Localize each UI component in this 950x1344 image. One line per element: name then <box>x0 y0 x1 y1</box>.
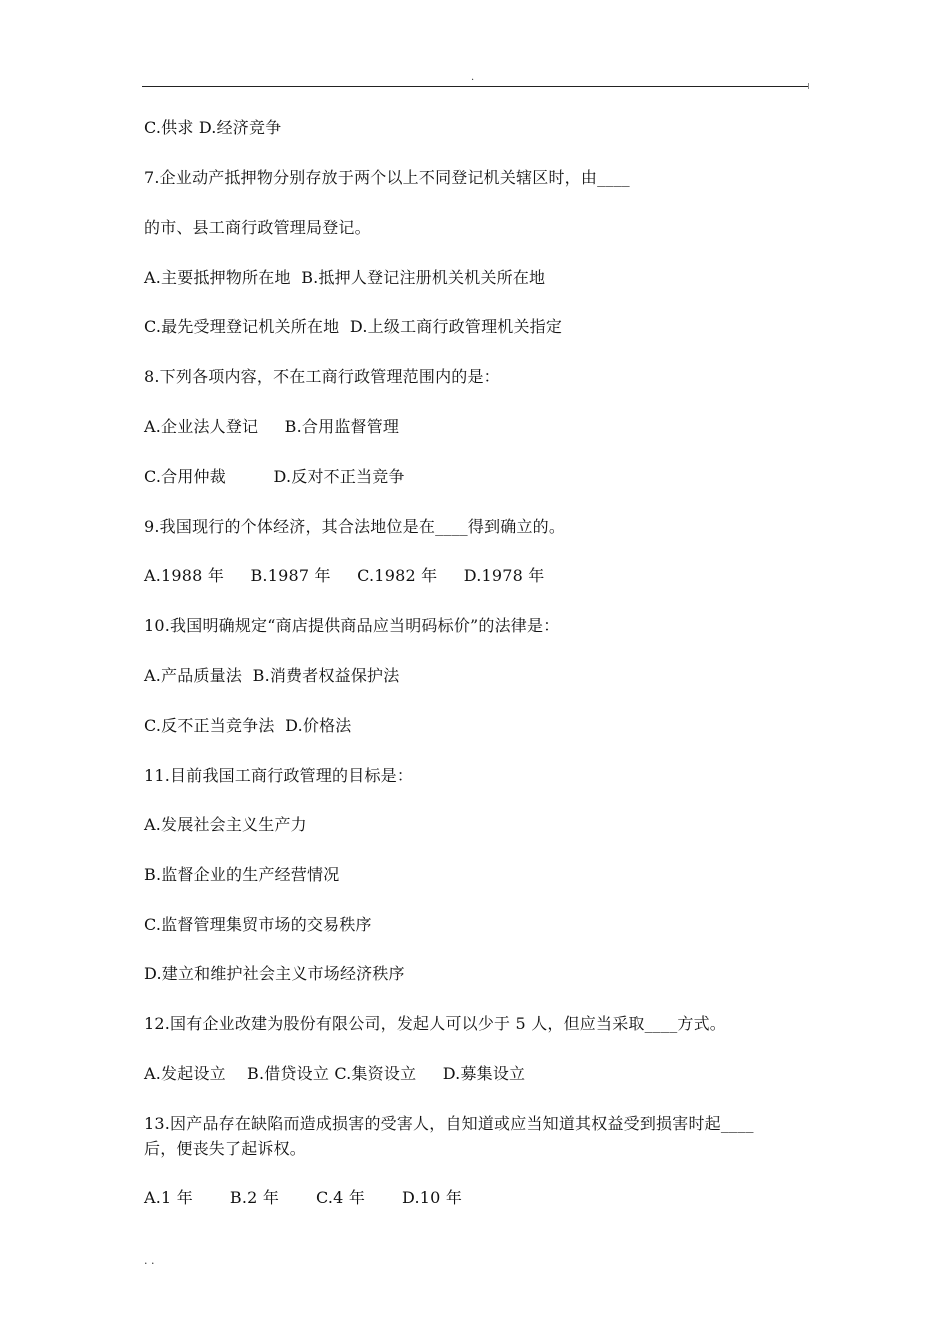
option-line-q10-ab: A.产品质量法 B.消费者权益保护法 <box>144 666 400 685</box>
question-7-line-2: 的市、县工商行政管理局登记。 <box>144 218 371 237</box>
header-tick <box>808 83 809 89</box>
option-q11-a: A.发展社会主义生产力 <box>144 815 307 834</box>
question-11: 11.目前我国工商行政管理的目标是： <box>144 766 414 785</box>
option-line-q7-ab: A.主要抵押物所在地 B.抵押人登记注册机关机关所在地 <box>144 268 546 287</box>
question-7-line-1: 7.企业动产抵押物分别存放于两个以上不同登记机关辖区时，由____ <box>144 168 630 187</box>
option-q11-b: B.监督企业的生产经营情况 <box>144 865 340 884</box>
option-line-q7-cd: C.最先受理登记机关所在地 D.上级工商行政管理机关指定 <box>144 317 563 336</box>
option-q11-c: C.监督管理集贸市场的交易秩序 <box>144 915 372 934</box>
option-line-q9: A.1988 年 B.1987 年 C.1982 年 D.1978 年 <box>144 566 545 585</box>
option-line-q10-cd: C.反不正当竞争法 D.价格法 <box>144 716 352 735</box>
option-line-q8-cd: C.合用仲裁 D.反对不正当竞争 <box>144 467 405 486</box>
header-rule <box>142 86 808 87</box>
header-dot: . <box>471 72 475 83</box>
question-12: 12.国有企业改建为股份有限公司，发起人可以少于 5 人，但应当采取____方式。 <box>144 1014 726 1033</box>
option-line-q8-ab: A.企业法人登记 B.合用监督管理 <box>144 417 400 436</box>
question-13-line-2: 后，便丧失了起诉权。 <box>144 1139 307 1158</box>
option-line-q6-cd: C.供求 D.经济竞争 <box>144 118 282 137</box>
question-13-line-1: 13.因产品存在缺陷而造成损害的受害人，自知道或应当知道其权益受到损害时起____ <box>144 1114 754 1133</box>
option-line-q13: A.1 年 B.2 年 C.4 年 D.10 年 <box>144 1188 463 1207</box>
question-8: 8.下列各项内容，不在工商行政管理范围内的是： <box>144 367 500 386</box>
question-10: 10.我国明确规定“商店提供商品应当明码标价”的法律是： <box>144 616 560 635</box>
question-9: 9.我国现行的个体经济，其合法地位是在____得到确立的。 <box>144 517 566 536</box>
option-line-q12: A.发起设立 B.借贷设立 C.集资设立 D.募集设立 <box>144 1064 526 1083</box>
option-q11-d: D.建立和维护社会主义市场经济秩序 <box>144 964 405 983</box>
footer-dots: . . <box>144 1254 155 1267</box>
